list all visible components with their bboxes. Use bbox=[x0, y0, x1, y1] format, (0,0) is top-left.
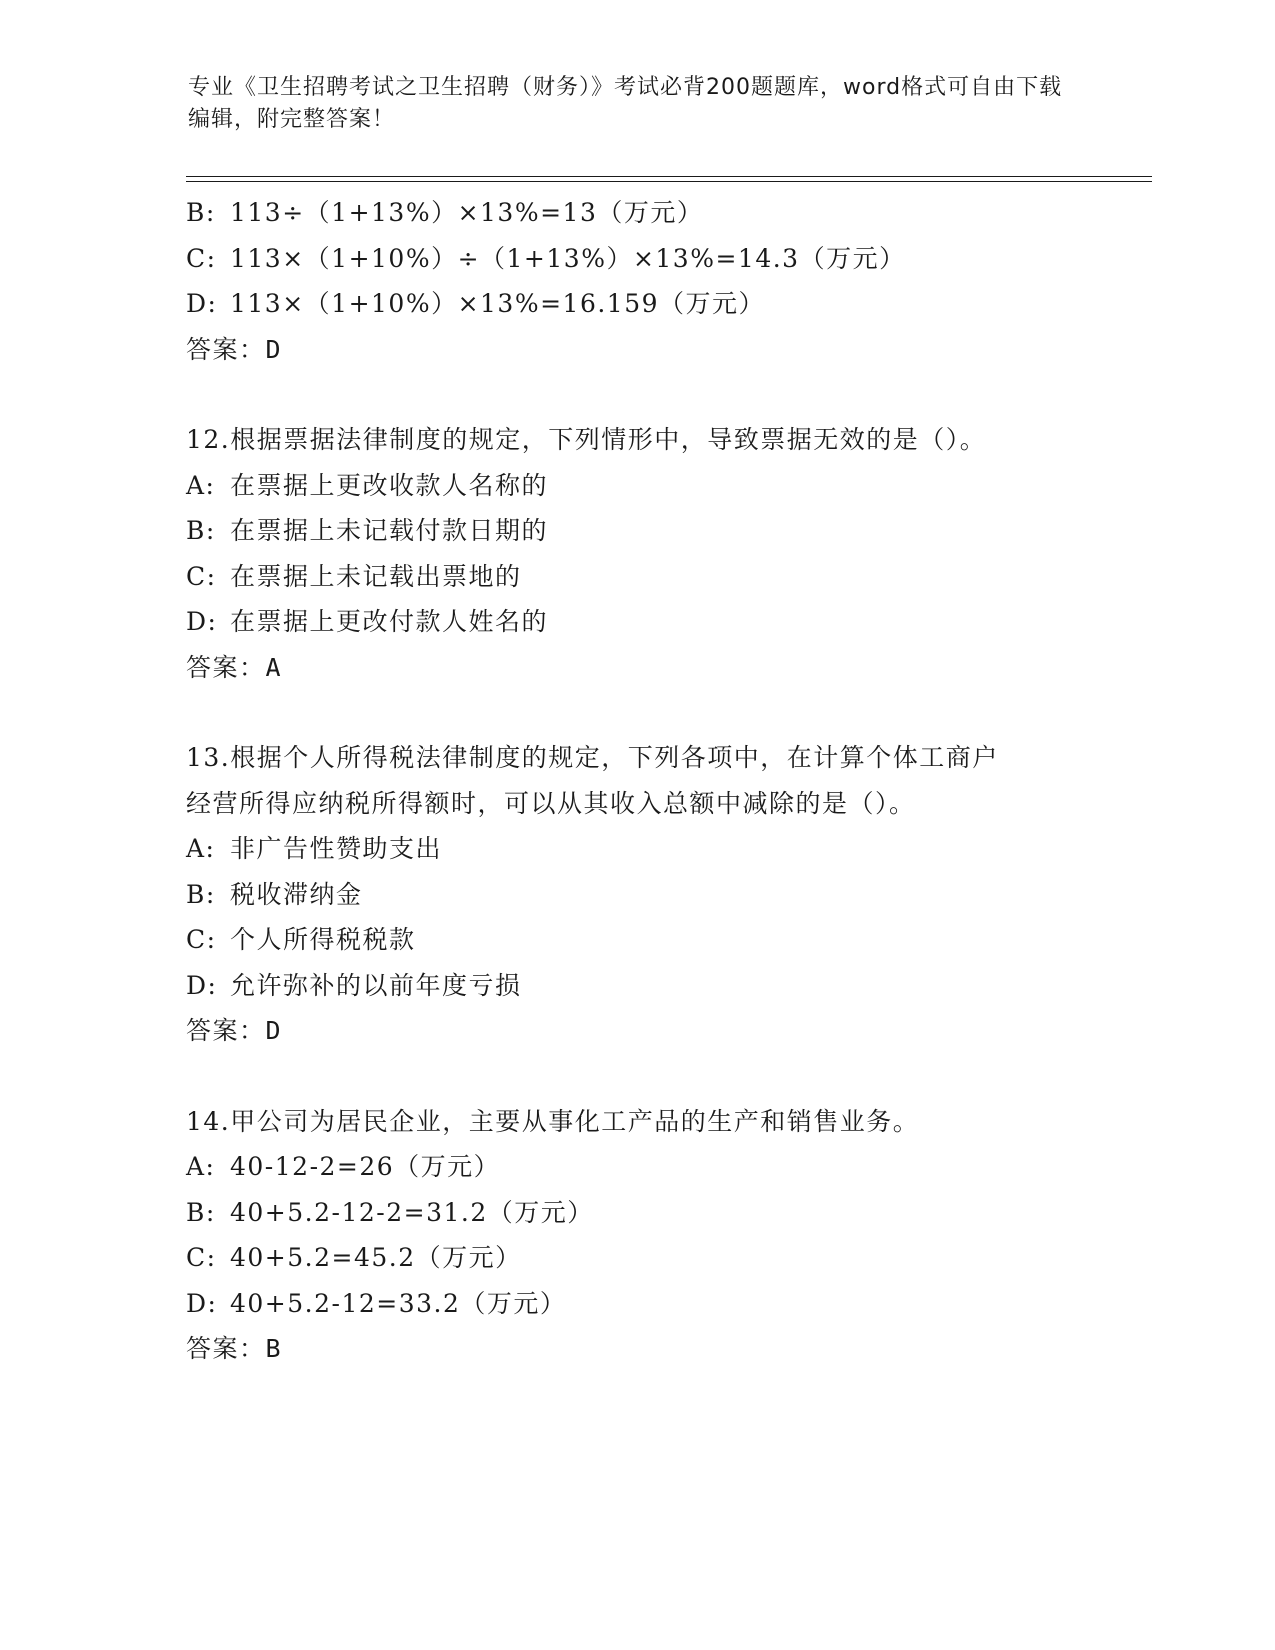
option-text: 40+5.2-12-2=31.2（万元） bbox=[230, 1197, 594, 1227]
option-key: D: bbox=[186, 289, 218, 318]
option-text: 在票据上未记载出票地的 bbox=[230, 561, 522, 591]
answer-label: 答案： bbox=[186, 1016, 266, 1045]
option-c bbox=[186, 236, 1086, 282]
option-text: 允许弥补的以前年度亏损 bbox=[230, 970, 522, 1000]
option-key: B: bbox=[186, 516, 216, 545]
answer-label: 答案： bbox=[186, 652, 266, 682]
option-a bbox=[186, 463, 1086, 509]
option-text: 40+5.2=45.2（万元） bbox=[230, 1243, 522, 1272]
answer-value: D bbox=[265, 1016, 283, 1045]
option-text: 在票据上更改收款人名称的 bbox=[230, 470, 549, 500]
option-b bbox=[186, 1190, 1086, 1236]
answer-label: 答案： bbox=[186, 334, 266, 364]
option-a bbox=[186, 1144, 1086, 1190]
option-text: 非广告性赞助支出 bbox=[230, 834, 443, 863]
option-c bbox=[186, 917, 1086, 963]
question-stem-continued: 经营所得应纳税所得额时，可以从其收入总额中减除的是（）。 bbox=[186, 788, 916, 818]
option-key: D: bbox=[186, 1288, 218, 1318]
option-text: 个人所得税税款 bbox=[230, 925, 416, 954]
option-key: C: bbox=[186, 243, 217, 273]
option-c bbox=[186, 1235, 1086, 1281]
answer-value: B bbox=[265, 1334, 283, 1363]
question-11-continued bbox=[186, 190, 1086, 372]
option-d bbox=[186, 1281, 1086, 1327]
option-b bbox=[186, 190, 1086, 236]
option-b bbox=[186, 872, 1086, 918]
option-d bbox=[186, 599, 1086, 645]
option-b bbox=[186, 508, 1086, 554]
document-header: 专业《卫生招聘考试之卫生招聘（财务）》考试必背200题题库，word格式可自由下载编辑，附完整答案！ bbox=[188, 75, 1063, 132]
option-c bbox=[186, 554, 1086, 600]
option-text: 在票据上更改付款人姓名的 bbox=[230, 607, 549, 636]
option-text: 税收滞纳金 bbox=[230, 879, 363, 909]
question-stem: 14.甲公司为居民企业，主要从事化工产品的生产和销售业务。 bbox=[186, 1106, 920, 1136]
option-key: B: bbox=[186, 198, 216, 227]
option-text: 113÷（1+13%）×13%=13（万元） bbox=[230, 198, 704, 227]
answer-line bbox=[186, 1326, 1086, 1372]
option-d bbox=[186, 281, 1086, 327]
answer-line bbox=[186, 327, 1086, 373]
answer-line bbox=[186, 1008, 1086, 1054]
question-14 bbox=[186, 1099, 1086, 1372]
option-key: A: bbox=[186, 470, 216, 500]
answer-value: D bbox=[265, 334, 283, 364]
question-12 bbox=[186, 417, 1086, 690]
header-divider-top bbox=[186, 176, 1152, 177]
answer-value: A bbox=[265, 652, 283, 682]
option-key: C: bbox=[186, 561, 217, 591]
question-stem: 12.根据票据法律制度的规定，下列情形中，导致票据无效的是（）。 bbox=[186, 425, 987, 454]
option-key: A: bbox=[186, 1152, 216, 1181]
answer-line bbox=[186, 645, 1086, 691]
question-13 bbox=[186, 735, 1086, 1054]
option-key: A: bbox=[186, 834, 216, 863]
option-d bbox=[186, 963, 1086, 1009]
answer-label: 答案： bbox=[186, 1334, 266, 1363]
option-text: 113×（1+10%）×13%=16.159（万元） bbox=[230, 289, 766, 318]
header-divider-bottom bbox=[186, 181, 1152, 182]
option-key: B: bbox=[186, 879, 216, 909]
option-key: D: bbox=[186, 970, 218, 1000]
option-text: 在票据上未记载付款日期的 bbox=[230, 516, 549, 545]
option-key: B: bbox=[186, 1197, 216, 1227]
option-key: D: bbox=[186, 607, 218, 636]
option-key: C: bbox=[186, 925, 217, 954]
option-key: C: bbox=[186, 1243, 217, 1272]
option-text: 40+5.2-12=33.2（万元） bbox=[230, 1288, 567, 1318]
option-text: 113×（1+10%）÷（1+13%）×13%=14.3（万元） bbox=[230, 243, 906, 273]
option-a bbox=[186, 826, 1086, 872]
option-text: 40-12-2=26（万元） bbox=[230, 1152, 501, 1181]
question-stem: 13.根据个人所得税法律制度的规定，下列各项中，在计算个体工商户 bbox=[186, 743, 999, 772]
question-list bbox=[186, 190, 1086, 1372]
